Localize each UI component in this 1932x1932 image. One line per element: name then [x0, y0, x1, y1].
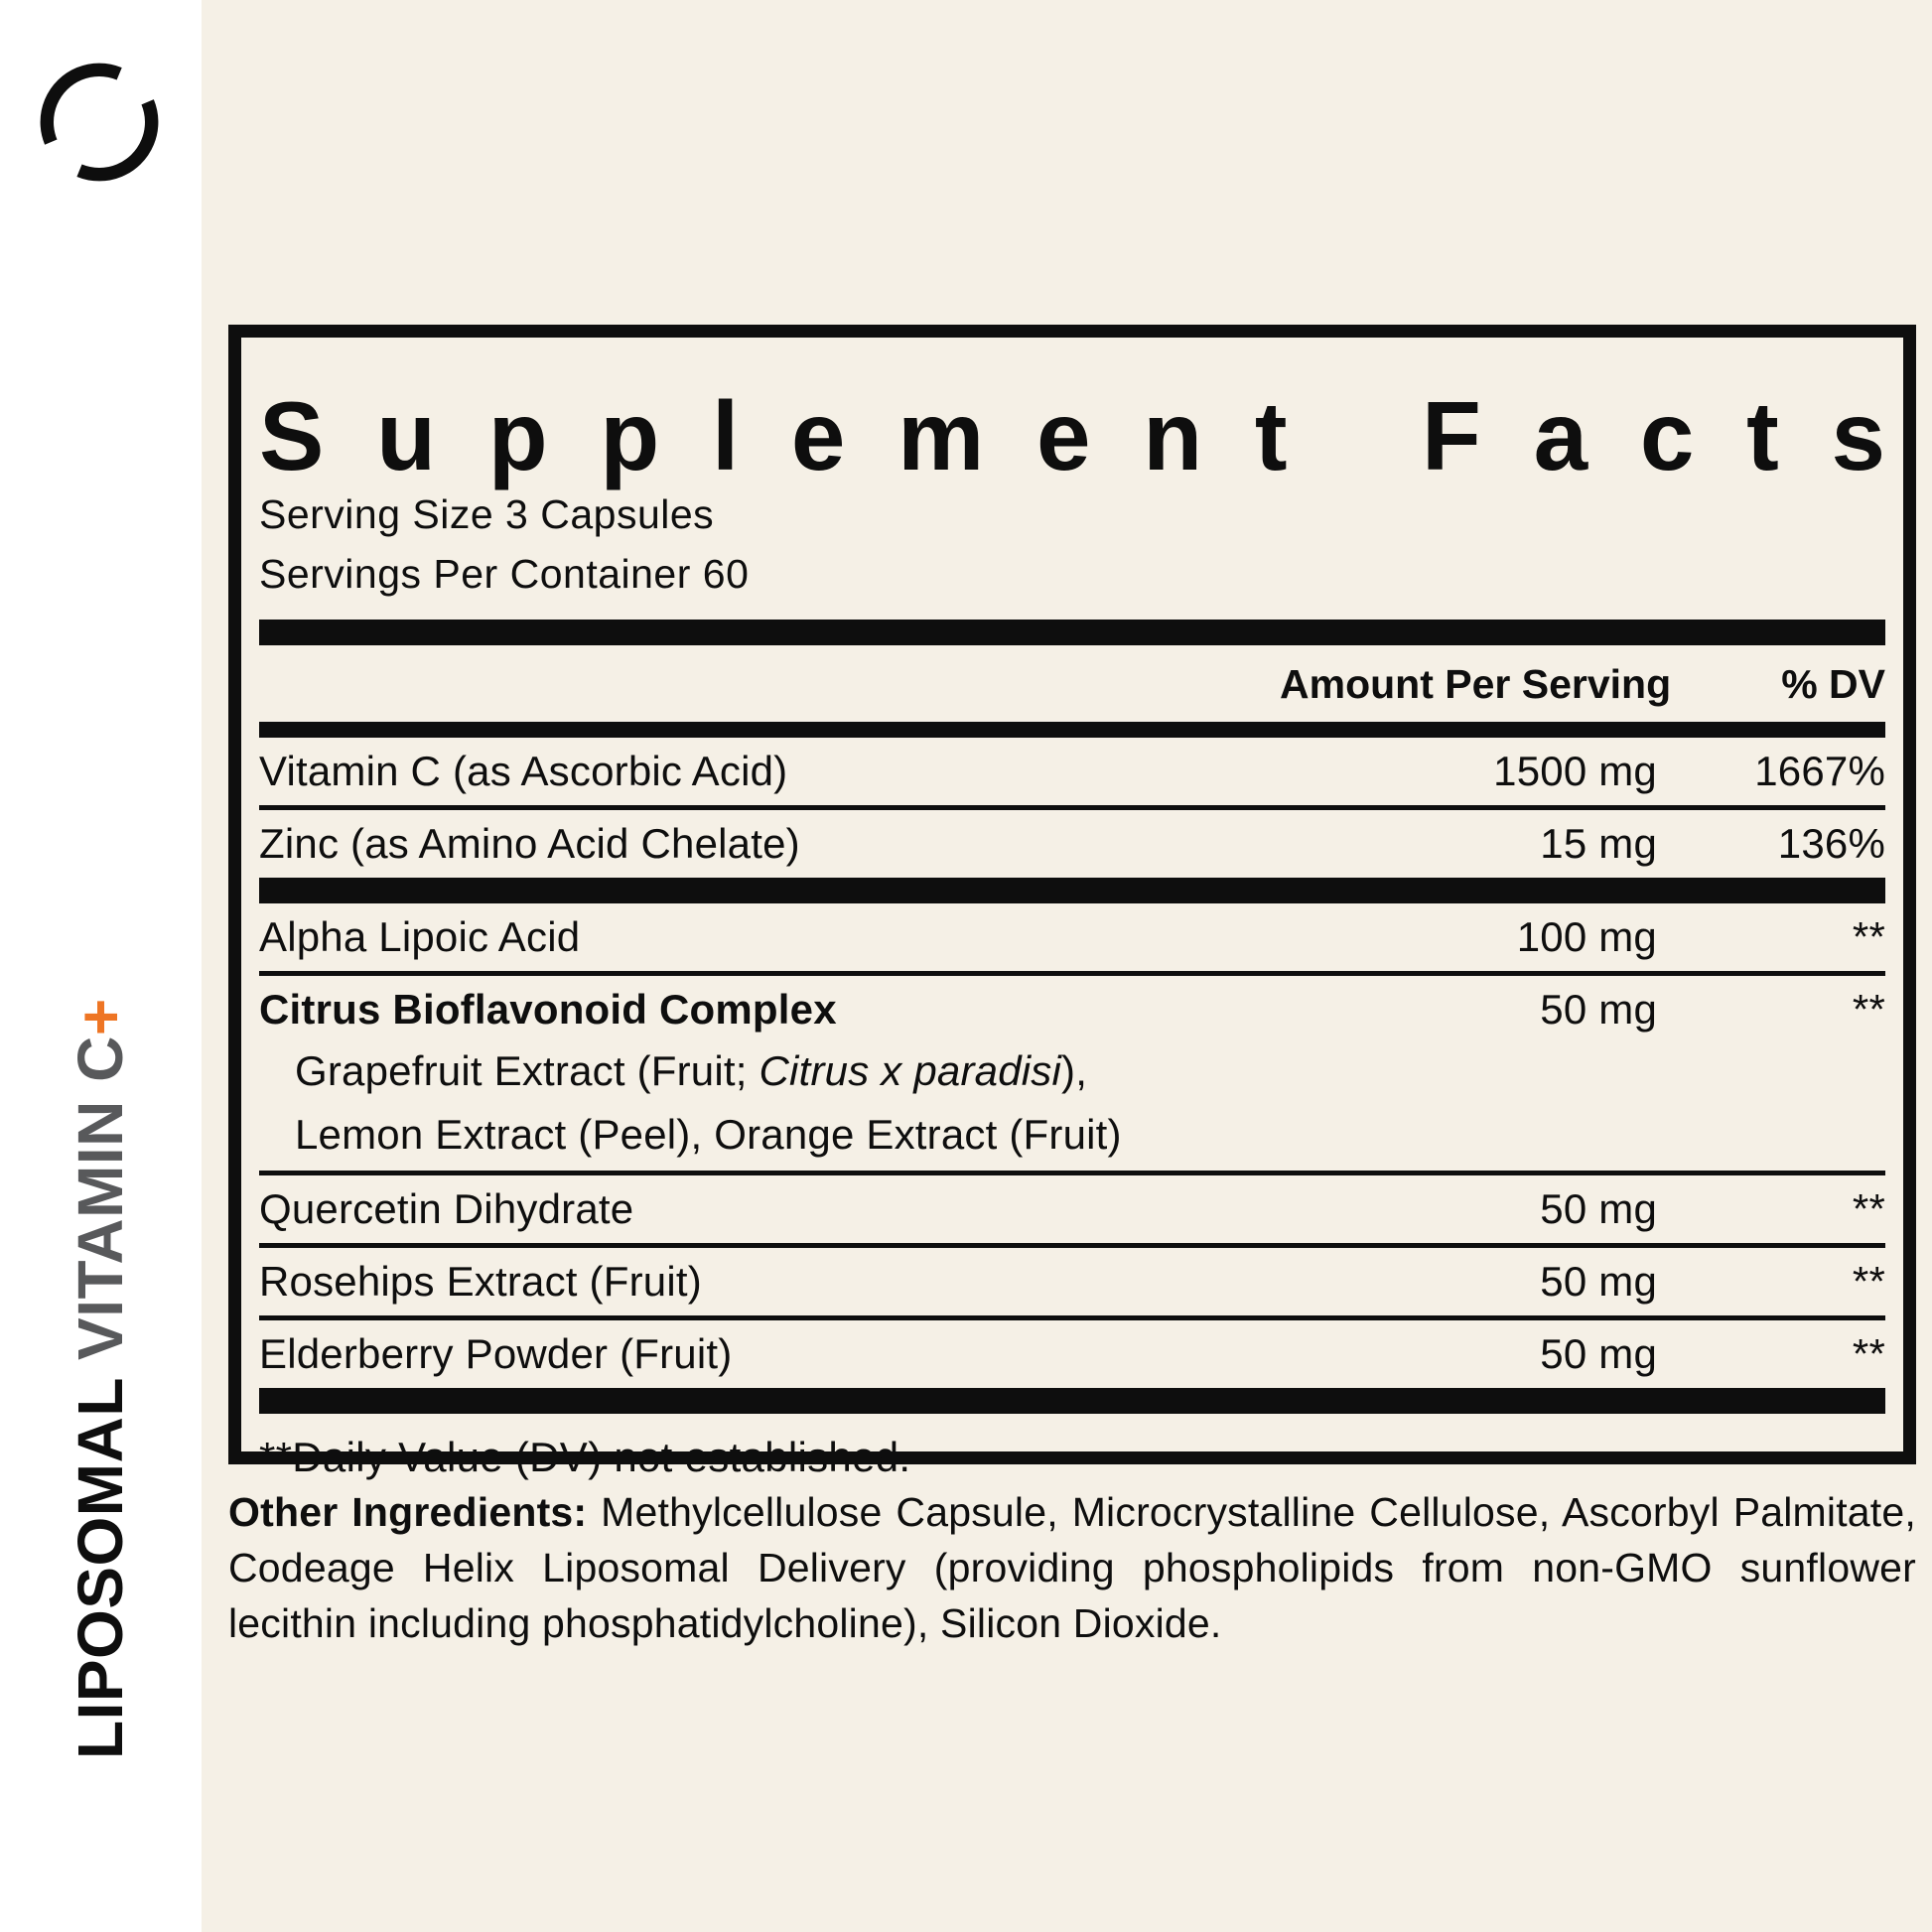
sub-line-text: Lemon Extract (Peel), Orange Extract (Fruit) — [295, 1111, 1122, 1158]
ingredient-amount: 50 mg — [1540, 986, 1657, 1033]
ingredient-row — [259, 1175, 1885, 1243]
product-name-plus: + — [65, 998, 136, 1036]
ingredient-row — [259, 738, 1885, 805]
dv-footnote: **Daily Value (DV) not established. — [259, 1434, 911, 1480]
other-ingredients-label: Other Ingredients: — [228, 1489, 588, 1535]
ingredient-name: Zinc (as Amino Acid Chelate) — [259, 820, 800, 867]
ingredient-name: Citrus Bioflavonoid Complex — [259, 986, 837, 1033]
ingredient-row — [259, 976, 1885, 1043]
title-letter: m — [897, 381, 985, 490]
title-letter: t — [1254, 381, 1288, 490]
panel-title — [259, 373, 1885, 490]
ingredient-rows — [259, 738, 1885, 1388]
ingredient-name: Vitamin C (as Ascorbic Acid) — [259, 748, 788, 794]
table-header-row — [259, 645, 1885, 722]
product-name-vertical — [64, 998, 137, 1759]
header-percent-dv: % DV — [1781, 661, 1885, 707]
ingredient-dv: ** — [1852, 1258, 1885, 1305]
sub-line-text: ), — [1061, 1047, 1088, 1094]
divider-bar-header — [259, 722, 1885, 738]
other-ingredients-paragraph — [228, 1484, 1916, 1651]
title-letter: S — [259, 381, 325, 490]
ingredient-row — [259, 1248, 1885, 1315]
ingredient-sub-line — [259, 1107, 1885, 1171]
other-ingredients-text: Methylcellulose Capsule, Microcrystalline Cellulose, Ascorbyl Palmitate, Codeage Helix Liposomal Delivery (providing phospholipids from non-GMO sunflower lecithin including phosphatidylcholine), Silicon Dioxide. — [228, 1489, 1916, 1646]
ingredient-dv: 136% — [1777, 820, 1885, 867]
supplement-facts-panel — [228, 325, 1916, 1480]
ingredient-row — [259, 810, 1885, 878]
title-letter: e — [790, 381, 846, 490]
ingredient-name: Quercetin Dihydrate — [259, 1185, 634, 1232]
header-amount-per-serving: Amount Per Serving — [1280, 661, 1672, 707]
ingredient-amount: 15 mg — [1540, 820, 1657, 867]
ingredient-row — [259, 1320, 1885, 1388]
ingredient-amount: 50 mg — [1540, 1330, 1657, 1377]
title-letter: u — [376, 381, 436, 490]
title-space — [1339, 387, 1369, 484]
title-letter: l — [711, 381, 740, 490]
divider-bar-top — [259, 620, 1885, 645]
serving-size: Serving Size 3 Capsules — [259, 491, 715, 537]
ingredient-amount: 100 mg — [1516, 913, 1657, 960]
title-letter: F — [1422, 381, 1481, 490]
ingredient-dv: ** — [1852, 1330, 1885, 1377]
divider-bar-bottom — [259, 1388, 1885, 1414]
row-separator-thick — [259, 878, 1885, 903]
servings-per-container: Servings Per Container 60 — [259, 551, 750, 597]
title-letter: p — [487, 381, 548, 490]
ingredient-dv: ** — [1852, 986, 1885, 1033]
ingredient-amount: 50 mg — [1540, 1185, 1657, 1232]
sub-line-text: Grapefruit Extract (Fruit; — [295, 1047, 759, 1094]
ingredient-dv: ** — [1852, 913, 1885, 960]
ingredient-name: Rosehips Extract (Fruit) — [259, 1258, 702, 1305]
ingredient-sub-line — [259, 1043, 1885, 1107]
ingredient-dv: 1667% — [1754, 748, 1885, 794]
ingredient-dv: ** — [1852, 1185, 1885, 1232]
product-name-liposomal: LIPOSOMAL — [65, 1378, 136, 1759]
ingredient-amount: 1500 mg — [1493, 748, 1657, 794]
title-letter: p — [600, 381, 660, 490]
title-letter: a — [1533, 381, 1588, 490]
title-letter: c — [1639, 381, 1695, 490]
title-letter: e — [1036, 381, 1091, 490]
ingredient-amount: 50 mg — [1540, 1258, 1657, 1305]
ingredient-row — [259, 903, 1885, 971]
product-name-vitamin-c: VITAMIN C — [65, 1035, 136, 1360]
ingredient-name: Elderberry Powder (Fruit) — [259, 1330, 733, 1377]
broken-circle-logo-icon — [38, 61, 161, 184]
title-letter: s — [1831, 381, 1885, 490]
sub-line-species-italic: Citrus x paradisi — [759, 1047, 1062, 1094]
title-letter: n — [1143, 381, 1203, 490]
title-letter: t — [1746, 381, 1779, 490]
ingredient-name: Alpha Lipoic Acid — [259, 913, 581, 960]
